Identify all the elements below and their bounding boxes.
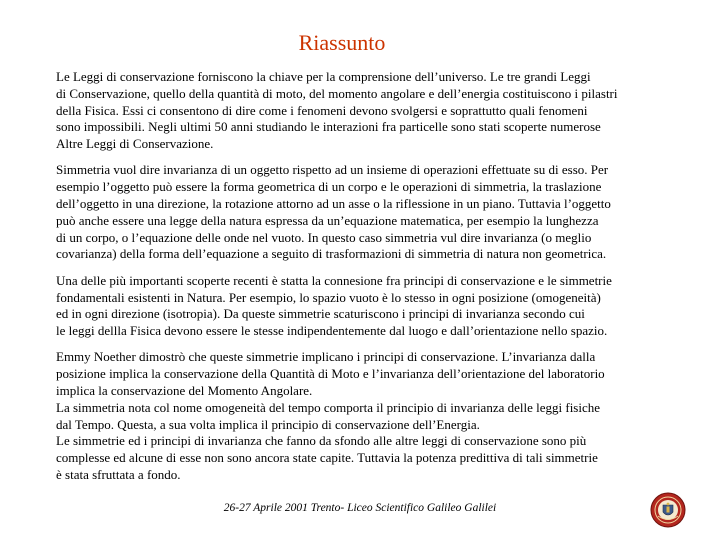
text-line: della Fisica. Essi ci consentono di dire come i fenomeni devono svolgersi e soprattutto quali fenomeni: [56, 102, 588, 118]
text-line: complesse ed alcune di esse non sono ancora state capite. Tuttavia la potenza predittiva di tali simmetrie: [56, 450, 598, 466]
text-line: fondamentali esistenti in Natura. Per esempio, lo spazio vuoto è lo stesso in ogni posizione (omogeneità): [56, 289, 601, 305]
text-line: può anche essere una legge della natura espressa da un’equazione matematica, per esempio la lunghezza: [56, 212, 599, 228]
paragraph-invariance: [56, 273, 671, 340]
slide-title: Riassunto: [298, 30, 386, 55]
text-line: posizione implica la conservazione della Quantità di Moto e l’invarianza dell’orientazione del laboratorio: [56, 366, 605, 382]
slide-body: [56, 69, 671, 493]
text-line: sono impossibili. Negli ultimi 50 anni studiando le interazioni fra particelle sono stati scoperte numerose: [56, 119, 601, 135]
text-line: Altre Leggi di Conservazione.: [56, 136, 214, 152]
text-line: Emmy Noether dimostrò che queste simmetrie implicano i principi di conservazione. L’invarianza dalla: [56, 349, 596, 365]
paragraph-symmetry: [56, 162, 671, 263]
text-line: dell’oggetto in una direzione, la rotazione attorno ad un asse o la riflessione in un piano. Tuttavia l’oggetto: [56, 196, 611, 212]
text-line: esempio l’oggetto può essere la forma geometrica di un corpo e le operazioni di simmetria, la traslazione: [56, 179, 602, 195]
text-line: Le Leggi di conservazione forniscono la chiave per la comprensione dell’universo. Le tre grandi Leggi: [56, 69, 591, 84]
text-line: di un corpo, o l’equazione delle onde nel vuoto. In questo caso simmetria vul dire invarianza (o meglio: [56, 229, 592, 245]
text-line: di Conservazione, quello della quantità di moto, del momento angolare e dell’energia costituiscono i pilastri: [56, 85, 618, 101]
school-seal-icon: [650, 492, 686, 528]
slide-footer: 26-27 Aprile 2001 Trento- Liceo Scientifico Galileo Galilei: [223, 502, 497, 514]
paragraph-noether: [56, 349, 671, 483]
text-line: Simmetria vuol dire invarianza di un oggetto rispetto ad un insieme di operazioni effettuate su di esso. Per: [56, 162, 609, 178]
text-line: ed in ogni direzione (isotropia). Da queste simmetrie scaturiscono i principi di invarianza secondo cui: [56, 306, 585, 322]
text-line: La simmetria nota col nome omogeneità del tempo comporta il principio di invarianza delle leggi fisiche: [56, 399, 601, 415]
text-line: Una delle più importanti scoperte recenti è statta la connesione fra principi di conservazione e le simmetrie: [56, 272, 612, 288]
text-line: è stata sfruttata a fondo.: [56, 467, 181, 483]
text-line: Le simmetrie ed i principi di invarianza che fanno da sfondo alle altre leggi di conservazione sono più: [56, 433, 587, 449]
text-line: implica la conservazione del Momento Angolare.: [56, 383, 313, 399]
text-line: le leggi dellla Fisica devono essere le stesse indipendentemente dal luogo e dall’orientazione nello spazio.: [56, 323, 608, 339]
text-line: dal Tempo. Questa, a sua volta implica il principio di conservazione dell’Energia.: [56, 416, 480, 432]
text-line: covarianza) della forma dell’equazione a seguito di trasformazioni di simmetria di natura non geometrica.: [56, 246, 607, 262]
paragraph-conservation-laws: [56, 69, 671, 153]
